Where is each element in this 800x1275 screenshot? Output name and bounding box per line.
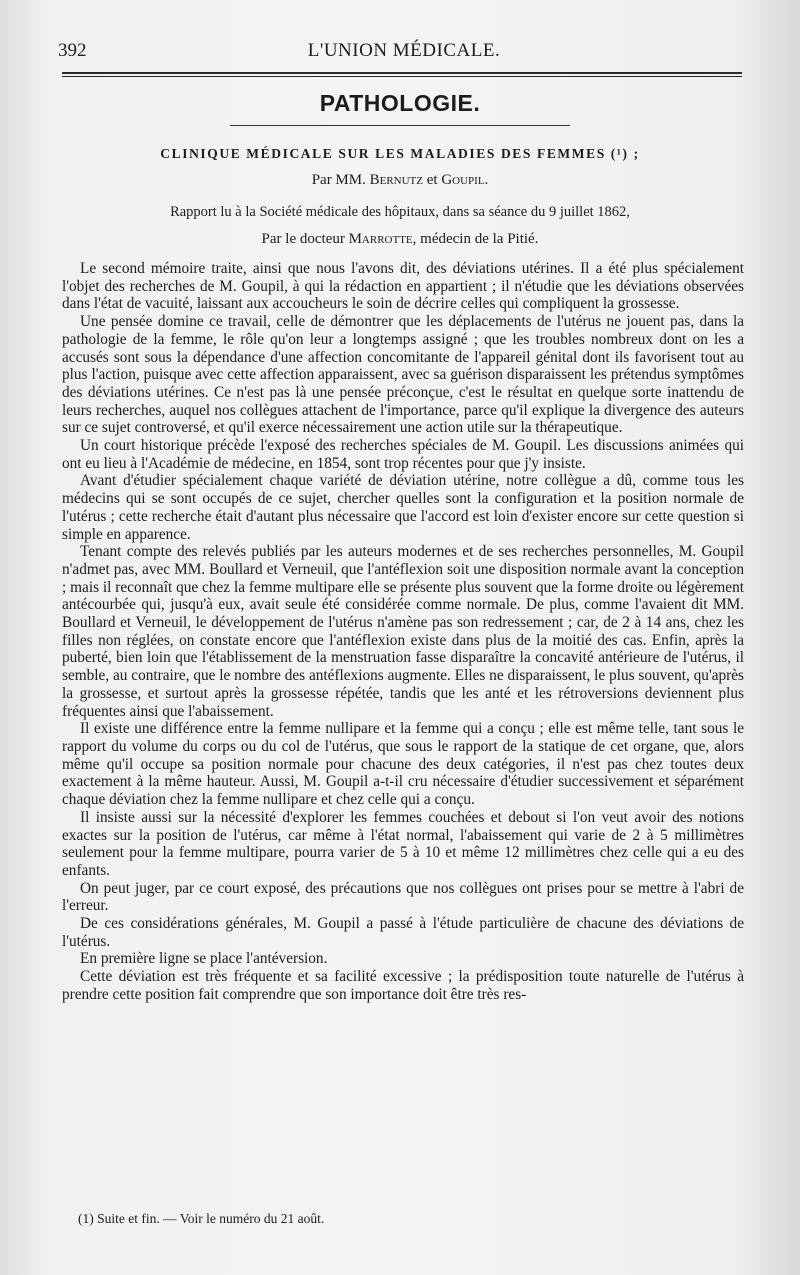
doctor-prefix: Par le docteur (261, 231, 345, 247)
authors-line (0, 172, 800, 189)
paragraph: Il insiste aussi sur la nécessité d'explorer les femmes couchées et debout si l'on veut avoir des notions exactes sur la position de l'utérus, car même à l'état normal, l'abaissement qui varie de 2 à 5 millimètres seulement pour la femme multipare, pourra varier de 5 à 10 et même 12 millimètres chez celle qui a eu des enfants. (62, 808, 744, 879)
paragraph: Avant d'étudier spécialement chaque variété de déviation utérine, notre collègue a dû, comme tous les médecins qui se sont occupés de ce sujet, chercher quelles sont la configuration et la position normale de l'utérus ; cette recherche était d'autant plus nécessaire que l'accord est loin d'exister encore sur cette question si simple en apparence. (62, 472, 744, 543)
authors-conjunction: et (426, 172, 438, 188)
report-line: Rapport lu à la Société médicale des hôpitaux, dans sa séance du 9 juillet 1862, (170, 204, 630, 220)
authors-prefix: Par MM. (311, 172, 366, 188)
author-goupil: Goupil. (441, 172, 489, 188)
header-rule-thin (62, 76, 742, 77)
paragraph: En première ligne se place l'antéversion. (80, 950, 328, 968)
paragraph: Il existe une différence entre la femme nullipare et la femme qui a conçu ; elle est même telle, tant sous le rapport du volume du corps ou du col de l'utérus, que sous le rapport de la statique de cet organe, que, alors même qu'il occupe sa position normale pour chacune des deux catégories, il n'est pas chez toutes deux exactement à la même hauteur. Aussi, M. Goupil a-t-il cru nécessaire d'étudier successivement et séparément chaque déviation chez la femme nullipare et chez celle qui a conçu. (62, 720, 744, 809)
paragraph: De ces considérations générales, M. Goupil a passé à l'étude particulière de chacune des déviations de l'utérus. (62, 915, 744, 950)
running-head (58, 36, 750, 66)
paragraph: On peut juger, par ce court exposé, des précautions que nos collègues ont prises pour se mettre à l'abri de l'erreur. (62, 879, 744, 915)
doctor-name: Marrotte (348, 231, 413, 247)
paragraph: Un court historique précède l'exposé des recherches spéciales de M. Goupil. Les discussions animées qui ont eu lieu à l'Académie de médecine, en 1854, sont trop récentes pour que j'y insiste. (62, 437, 744, 472)
section-title: PATHOLOGIE. (319, 90, 481, 116)
paragraph: Tenant compte des relevés publiés par les auteurs modernes et de ses recherches personnelles, M. Goupil n'admet pas, avec MM. Boullard et Verneuil, que l'antéflexion soit une disposition normale avant la conception ; mais il reconnaît que chez la femme multipare elle se présente plus souvent que la forme droite ou légèrement antécourbée qui, jusqu'à eux, avait seule été considérée comme normale. De plus, comme l'avaient dit MM. Boullard et Verneuil, le développement de l'utérus n'amène pas son redressement ; car, de 2 à 14 ans, chez les filles non réglées, on constate encore que l'antéflexion existe dans plus de la moitié des cas. Enfin, après la puberté, bien loin que l'établissement de la menstruation fasse disparaître la concavité antérieure de l'utérus, il semble, au contraire, que le nombre des antéflexions augmente. Elles ne disparaissent, le plus souvent, qu'après la grossesse, et surtout après la grossesse répétée, tandis que les anté et les rétroversions deviennent plus fréquentes ainsi que l'abaissement. (62, 543, 744, 720)
author-bernutz: Bernutz (369, 172, 423, 188)
title-rule (230, 125, 570, 126)
journal-title: L'UNION MÉDICALE. (307, 40, 501, 61)
doctor-line (0, 231, 800, 248)
article-body (62, 260, 744, 1004)
doctor-suffix: , médecin de la Pitié. (412, 231, 539, 247)
page-number: 392 (58, 40, 87, 61)
footnote: (1) Suite et fin. — Voir le numéro du 21 août. (78, 1211, 325, 1226)
article-title: CLINIQUE MÉDICALE SUR LES MALADIES DES FEMMES (¹) ; (160, 146, 640, 161)
header-rule (62, 72, 742, 74)
paragraph: Cette déviation est très fréquente et sa facilité excessive ; la prédisposition toute naturelle de l'utérus à prendre cette position fait comprendre que son importance doit être très res- (62, 968, 744, 1003)
paragraph: Une pensée domine ce travail, celle de démontrer que les déplacements de l'utérus ne jouent pas, dans la pathologie de la femme, le rôle qu'on leur a longtemps assigné ; que les troubles nombreux dont on les a accusés sont sous la dépendance d'une affection concomitante de l'appareil génital dont ils favorisent tout au plus l'action, puisque avec cette affection apparaissent, avec sa guérison disparaissent les prétendus symptômes des déviations utérines. Ce n'est pas là une pensée préconçue, c'est le résultat en quelque sorte inattendu de leurs recherches, auquel nos collègues attachent de l'importance, parce qu'il explique la divergence des auteurs sur ce sujet controversé, et qu'il exerce nécessairement une action utile sur la thérapeutique. (62, 313, 744, 437)
paragraph: Le second mémoire traite, ainsi que nous l'avons dit, des déviations utérines. Il a été plus spécialement l'objet des recherches de M. Goupil, à qui la rédaction en appartient ; il n'étudie que les déviations observées dans l'état de vacuité, laissant aux accoucheurs le soin de décrire celles qui compliquent la grossesse. (62, 260, 744, 313)
